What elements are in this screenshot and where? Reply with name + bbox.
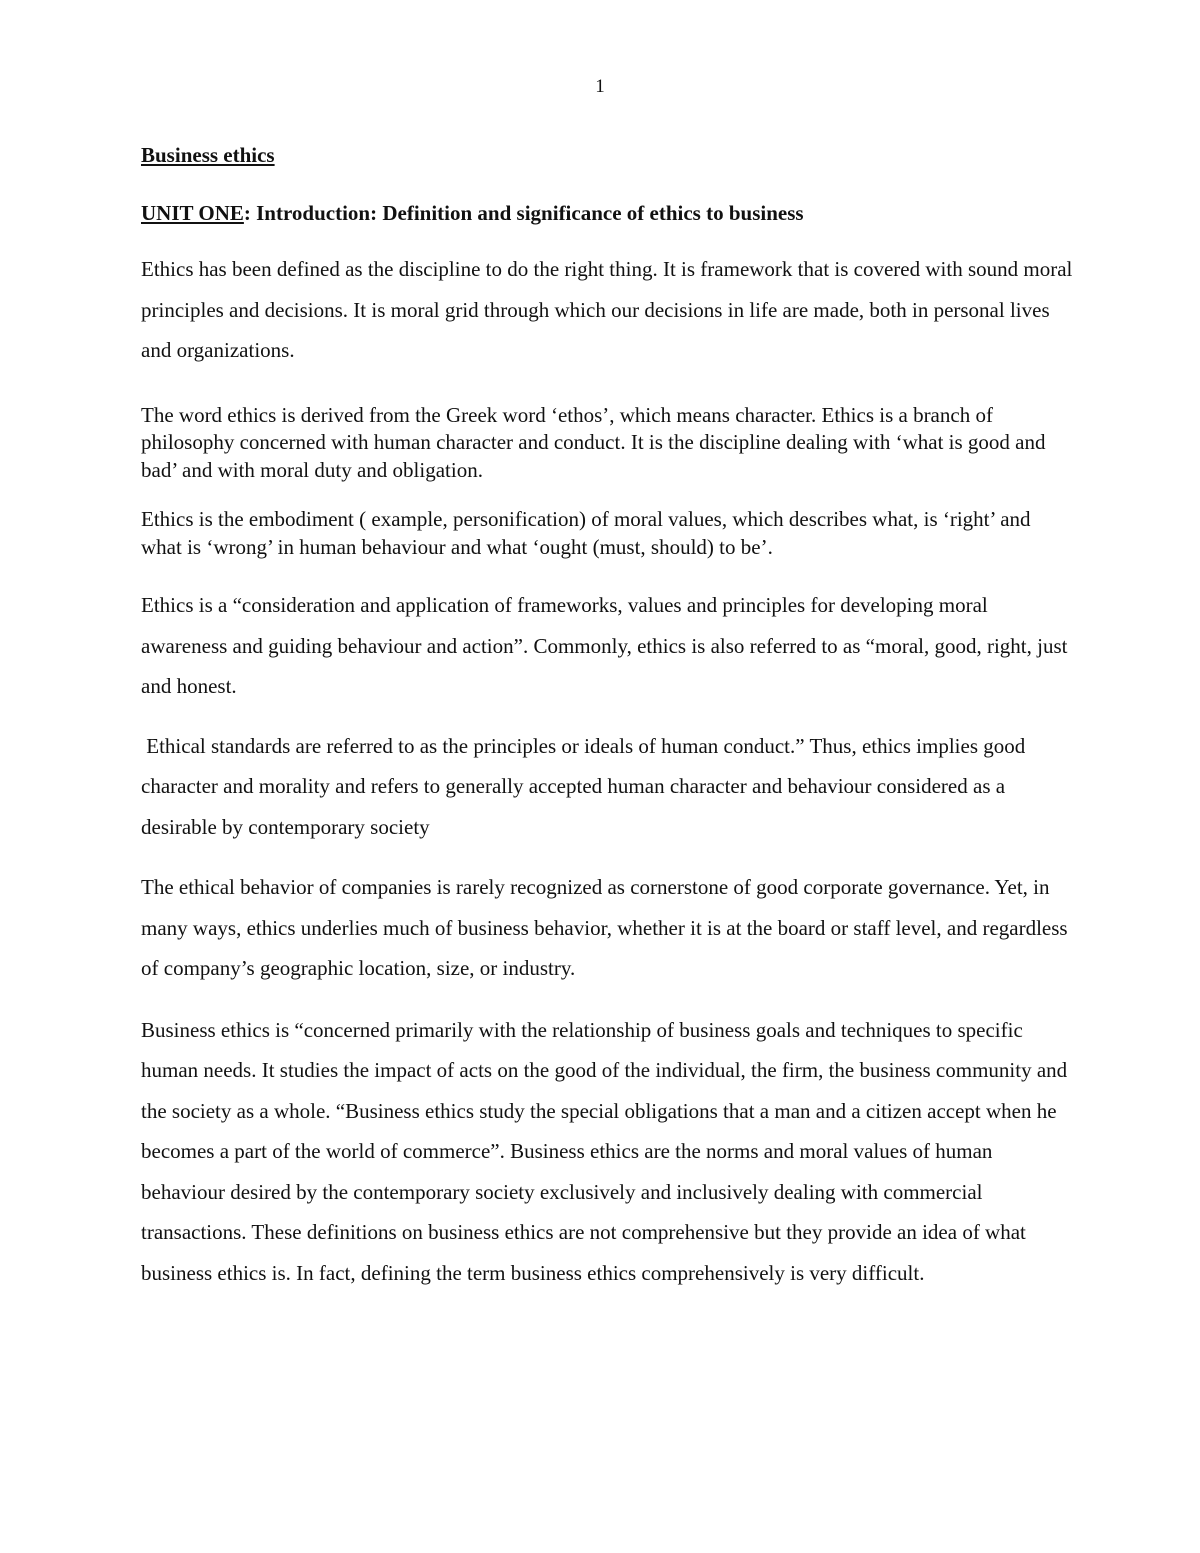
paragraph-frameworks: Ethics is a “consideration and application of frameworks, values and principles for developing moral awareness and guiding behaviour and action”. Commonly, ethics is also referred to as “moral, good, right, just and honest. [141, 593, 1068, 698]
paragraph-corporate-governance: The ethical behavior of companies is rarely recognized as cornerstone of good corporate governance. Yet, in many ways, ethics underlies much of business behavior, whether it is at the board or staff level, and regardless of company’s geographic location, size, or industry. [141, 875, 1068, 980]
paragraph-ethos-origin: The word ethics is derived from the Greek word ‘ethos’, which means character. Ethics is a branch of philosophy concerned with human character and conduct. It is the discipline dealing with ‘what is good and bad’ and with moral duty and obligation. [141, 402, 1046, 482]
paragraph-ethical-standards: Ethical standards are referred to as the principles or ideals of human conduct.” Thus, ethics implies good character and morality and refers to generally accepted human character and behaviour considered as a desirable by contemporary society [141, 733, 1031, 839]
unit-heading-text: : Introduction: Definition and significance of ethics to business [243, 201, 804, 225]
paragraph-business-ethics: Business ethics is “concerned primarily with the relationship of business goals and techniques to specific human needs. It studies the impact of acts on the good of the individual, the firm, the business community and the society as a whole. “Business ethics study the special obligations that a man and a citizen accept when he becomes a part of the world of commerce”. Business ethics are the norms and moral values of human behaviour desired by the contemporary society exclusively and inclusively dealing with commercial transactions. These definitions on business ethics are not comprehensive but they provide an idea of what business ethics is. In fact, defining the term business ethics comprehensively is very difficult. [141, 1017, 1068, 1285]
page-number: 1 [595, 76, 605, 97]
paragraph-ethics-definition: Ethics has been defined as the discipline to do the right thing. It is framework that is covered with sound moral principles and decisions. It is moral grid through which our decisions in life are made, both in personal lives and organizations. [141, 257, 1073, 362]
paragraph-embodiment: Ethics is the embodiment ( example, personification) of moral values, which describes what, is ‘right’ and what is ‘wrong’ in human behaviour and what ‘ought (must, should) to be’. [141, 507, 1031, 559]
unit-label: UNIT ONE [141, 201, 244, 225]
document-title: Business ethics [141, 143, 275, 167]
document-body [141, 140, 1076, 1293]
unit-heading [141, 198, 1076, 228]
